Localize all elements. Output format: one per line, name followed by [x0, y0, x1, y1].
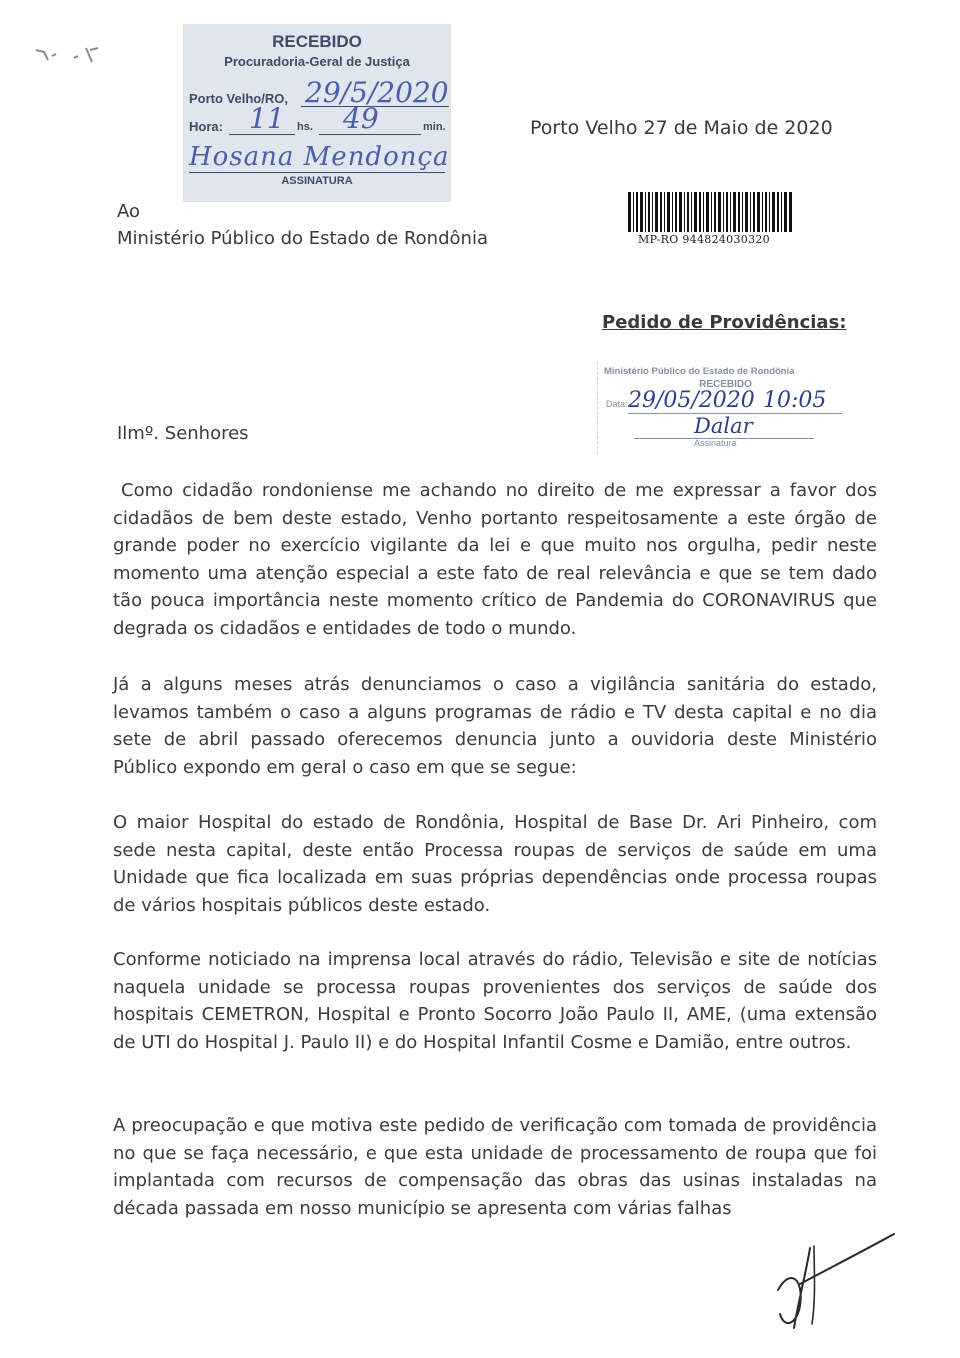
stamp-min-label: min. — [423, 121, 446, 133]
barcode-icon — [628, 192, 792, 232]
handwritten-initial-signature — [770, 1228, 900, 1338]
stamp-hs-label: hs. — [297, 121, 313, 133]
stamp2-title: RECEBIDO — [699, 379, 752, 390]
body-paragraph-5: A preocupação e que motiva este pedido de verificação com tomada de providência no que se faça necessário, e que esta unidade de processamento de roupa que foi implantada com recursos de compensação das obras das usinas instaladas na década passada em nosso município se apresenta com várias falhas — [113, 1115, 877, 1219]
received-stamp-mp — [597, 362, 853, 454]
addressee-line-2: Ministério Público do Estado de Rondônia — [117, 228, 488, 249]
stamp2-signature-label: Assinatura — [694, 438, 737, 448]
greeting: Ilmº. Senhores — [117, 423, 249, 444]
body-paragraph-2: Já a alguns meses atrás denunciamos o caso a vigilância sanitária do estado, levamos também o caso a alguns programas de rádio e TV desta capital e no dia sete de abril passado oferecemos denuncia junto a ouvidoria deste Ministério Público expondo em geral o caso em que se segue: — [113, 674, 877, 778]
stamp2-date-handwritten: 29/05/2020 — [628, 388, 755, 413]
place-and-date: Porto Velho 27 de Maio de 2020 — [530, 117, 833, 139]
stamp2-header: Ministério Público do Estado de Rondônia — [604, 366, 795, 377]
stamp-hour-handwritten: 11 — [249, 102, 285, 135]
stamp-hour-label: Hora: — [189, 119, 223, 134]
body-paragraph-4: Conforme noticiado na imprensa local através do rádio, Televisão e site de notícias naquela unidade se processa roupas provenientes dos serviços de saúde dos hospitais CEMETRON, Hospital e Pronto Socorro João Paulo II, AME, (uma extensão de UTI do Hospital J. Paulo II) e do Hospital Infantil Cosme e Damião, entre outros. — [113, 949, 877, 1053]
stamp-subtitle: Procuradoria-Geral de Justiça — [224, 54, 410, 69]
body-paragraph-3: O maior Hospital do estado de Rondônia, Hospital de Base Dr. Ari Pinheiro, com sede nesta capital, deste então Processa roupas de serviços de saúde em uma Unidade que fica localizada em suas próprias dependências onde processa roupas de vários hospitais públicos deste estado. — [113, 812, 877, 916]
body-paragraph-1: Como cidadão rondoniense me achando no direito de me expressar a favor dos cidadãos de bem deste estado, Venho portanto respeitosamente a este órgão de grande poder no exercício vigilante da lei e que muito nos orgulha, pedir neste momento uma atenção especial a este fato de real relevância e que se tem dado tão pouca importância neste momento crítico de Pandemia do CORONAVIRUS que degrada os cidadãos e entidades de todo o mundo. — [113, 480, 877, 639]
addressee-line-1: Ao — [117, 201, 141, 222]
stamp2-time-handwritten: 10:05 — [763, 388, 827, 413]
stamp-signature-label: ASSINATURA — [281, 175, 353, 187]
subject-heading: Pedido de Providências: — [602, 312, 847, 333]
stamp2-date-label: Data: — [606, 399, 628, 409]
stamp-min-handwritten: 49 — [343, 102, 379, 135]
received-stamp-pgj — [183, 24, 451, 202]
barcode-number: MP-RO 944824030320 — [638, 233, 770, 246]
stamp-place-label: Porto Velho/RO, — [189, 91, 288, 106]
stamp-date-handwritten: 29/5/2020 — [305, 76, 449, 109]
stamp2-signature-handwritten: Dalar — [694, 414, 753, 438]
stamp-signature-handwritten: Hosana Mendonça — [189, 142, 450, 172]
stamp-title: RECEBIDO — [272, 32, 362, 51]
scan-mark-icon — [34, 40, 104, 70]
